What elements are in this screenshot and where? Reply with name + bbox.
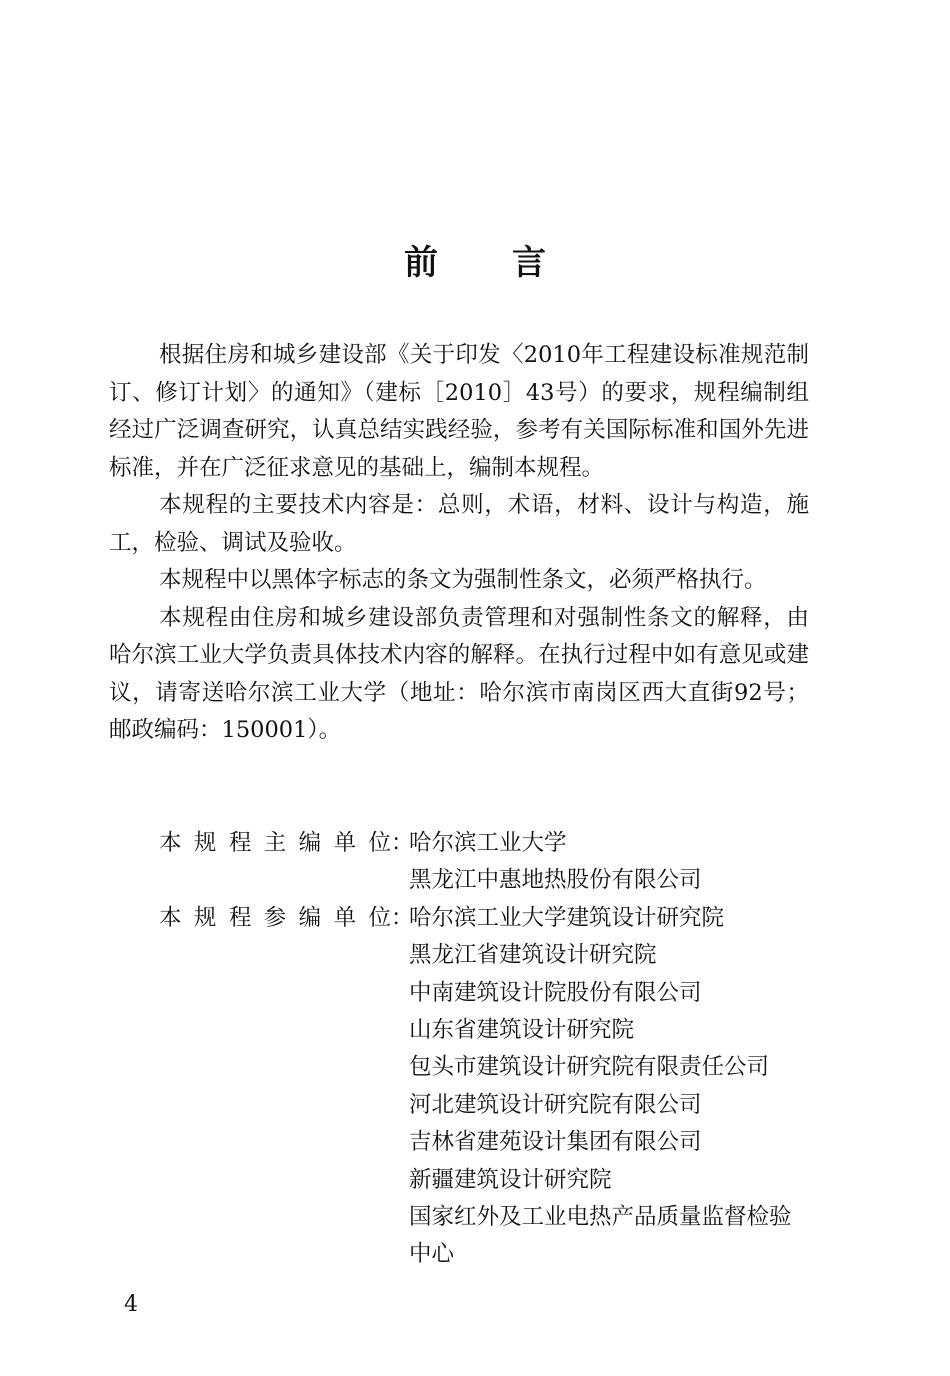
paragraph-management: 本规程由住房和城乡建设部负责管理和对强制性条文的解释，由哈尔滨工业大学负责具体技术内容的解释。在执行过程中如有意见或建议，请寄送哈尔滨工业大学（地址：哈尔滨市南岗区西大直街92号；邮政编码：150001）。: [109, 604, 809, 743]
participating-editor-colon: ：: [391, 904, 414, 931]
participating-editor-unit: 新疆建筑设计研究院: [409, 1166, 612, 1193]
participating-editor-unit: 哈尔滨工业大学建筑设计研究院: [409, 904, 725, 931]
participating-editor-unit: 包头市建筑设计研究院有限责任公司: [409, 1054, 770, 1081]
participating-editor-unit: 中南建筑设计院股份有限公司: [409, 979, 702, 1006]
chief-editor-unit: 黑龙江中惠地热股份有限公司: [409, 867, 702, 894]
editor-units: [109, 825, 829, 1274]
preface-body: [109, 337, 809, 750]
paragraph-main-content: 本规程的主要技术内容是：总则，术语，材料、设计与构造，施工，检验、调试及验收。: [109, 492, 809, 556]
chief-editor-colon: ：: [391, 830, 414, 856]
chief-editor-group: [109, 825, 829, 900]
participating-editor-unit: 黑龙江省建筑设计研究院: [409, 942, 657, 969]
paragraph-basis: 根据住房和城乡建设部《关于印发〈2010年工程建设标准规范制订、修订计划〉的通知》（建标［2010］43号）的要求，规程编制组经过广泛调查研究，认真总结实践经验，参考有关国际标准和国外先进标准，并在广泛征求意见的基础上，编制本规程。: [109, 342, 809, 481]
participating-editor-unit: 吉林省建苑设计集团有限公司: [409, 1129, 702, 1156]
participating-editor-unit: 国家红外及工业电热产品质量监督检验中心: [409, 1204, 792, 1268]
participating-editor-label: 本规程参编单位: [159, 904, 391, 931]
chief-editor-label: 本规程主编单位: [159, 830, 391, 856]
chief-editor-unit: 哈尔滨工业大学: [409, 830, 567, 856]
page-title: 前言: [404, 243, 620, 283]
participating-editor-unit: 河北建筑设计研究院有限公司: [409, 1091, 702, 1118]
page-number: 4: [124, 1292, 138, 1317]
participating-editor-group: [109, 900, 829, 1274]
paragraph-mandatory: 本规程中以黑体字标志的条文为强制性条文，必须严格执行。: [159, 567, 767, 593]
participating-editor-list: [409, 900, 809, 1274]
participating-editor-unit: 山东省建筑设计研究院: [409, 1017, 635, 1044]
chief-editor-list: [409, 825, 809, 900]
